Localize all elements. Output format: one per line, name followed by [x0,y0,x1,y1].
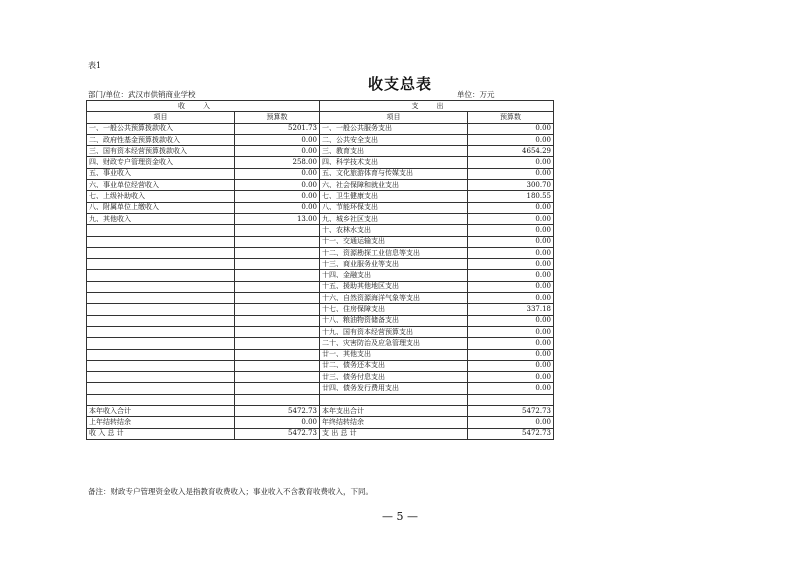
income-amount-cell [235,383,320,394]
section-header-row [87,101,554,112]
table-row [87,394,554,405]
expense-amount-cell: 0.00 [468,372,554,383]
expense-amount-cell: 0.00 [468,225,554,236]
income-amount-cell [235,281,320,292]
expense-item-cell: 廿三、债务付息支出 [320,372,468,383]
income-amount-cell: 0.00 [235,168,320,179]
income-budget-header: 预算数 [235,112,320,123]
table-row [87,326,554,337]
income-amount-cell: 0.00 [235,191,320,202]
expense-item-cell: 二、公共安全支出 [320,134,468,145]
expense-item-cell: 四、科学技术支出 [320,157,468,168]
income-amount-cell: 0.00 [235,134,320,145]
expense-amount-cell: 0.00 [468,259,554,270]
income-item-cell: 二、政府性基金预算拨款收入 [87,134,235,145]
income-item-cell: 九、其他收入 [87,213,235,224]
expense-amount-cell: 0.00 [468,383,554,394]
unit-label: 单位：万元 [457,90,495,99]
expense-amount-cell: 0.00 [468,134,554,145]
expense-item-cell: 十、农林水支出 [320,225,468,236]
table-row [87,315,554,326]
income-amount-cell [235,270,320,281]
expense-item-cell: 三、教育支出 [320,146,468,157]
expense-item-header: 项目 [320,112,468,123]
income-item-cell: 收 入 总 计 [87,428,235,439]
expense-item-cell: 十六、自然资源海洋气象等支出 [320,293,468,304]
income-item-cell: 六、事业单位经营收入 [87,180,235,191]
table-row [87,168,554,179]
page-number: — 5 — [382,510,418,523]
income-item-cell: 一、一般公共预算拨款收入 [87,123,235,134]
income-item-cell [87,326,235,337]
expense-amount-cell: 0.00 [468,417,554,428]
expense-item-cell: 十五、援助其他地区支出 [320,281,468,292]
income-amount-cell: 0.00 [235,417,320,428]
expense-amount-cell: 0.00 [468,293,554,304]
expense-amount-cell: 0.00 [468,236,554,247]
income-item-cell [87,236,235,247]
table-row [87,360,554,371]
department-label: 部门/单位：武汉市供销商业学校 [88,90,196,99]
table-row [87,293,554,304]
expense-amount-cell: 5472.73 [468,428,554,439]
income-item-cell [87,360,235,371]
income-item-cell: 本年收入合计 [87,406,235,417]
income-item-cell [87,293,235,304]
income-amount-cell [235,304,320,315]
table-row [87,247,554,258]
income-amount-cell [235,315,320,326]
expense-item-cell: 七、卫生健康支出 [320,191,468,202]
expense-amount-cell: 0.00 [468,349,554,360]
income-amount-cell [235,259,320,270]
expense-item-cell: 年终结转结余 [320,417,468,428]
expense-amount-cell: 337.18 [468,304,554,315]
table-row [87,417,554,428]
expense-amount-cell: 5472.73 [468,406,554,417]
table-row [87,146,554,157]
income-amount-cell [235,349,320,360]
income-item-cell [87,372,235,383]
income-amount-cell: 0.00 [235,146,320,157]
income-amount-cell [235,293,320,304]
expense-amount-cell: 0.00 [468,202,554,213]
expense-item-cell: 十八、粮油物资储备支出 [320,315,468,326]
expense-amount-cell: 0.00 [468,168,554,179]
expense-item-cell: 廿一、其他支出 [320,349,468,360]
footnote: 备注：财政专户管理资金收入是指教育收费收入；事业收入不含教育收费收入，下同。 [88,487,373,496]
income-item-cell [87,383,235,394]
expense-amount-cell: 0.00 [468,315,554,326]
income-amount-cell: 5472.73 [235,406,320,417]
income-item-cell [87,338,235,349]
table-row [87,134,554,145]
income-amount-cell: 258.00 [235,157,320,168]
table-row [87,157,554,168]
income-amount-cell [235,326,320,337]
expense-item-cell [320,394,468,405]
table-row [87,372,554,383]
expense-item-cell: 一、一般公共服务支出 [320,123,468,134]
table-row [87,383,554,394]
budget-summary-table [86,100,554,440]
table-row [87,338,554,349]
table-row [87,349,554,360]
income-amount-cell: 13.00 [235,213,320,224]
income-item-cell: 七、上级补助收入 [87,191,235,202]
expense-item-cell: 十九、国有资本经营预算支出 [320,326,468,337]
expense-item-cell: 五、文化旅游体育与传媒支出 [320,168,468,179]
table-row [87,202,554,213]
table-row [87,428,554,439]
page-title: 收支总表 [367,75,432,93]
expense-item-cell: 廿四、债务发行费用支出 [320,383,468,394]
expense-item-cell: 九、城乡社区支出 [320,213,468,224]
income-item-cell: 八、附属单位上缴收入 [87,202,235,213]
income-item-cell [87,304,235,315]
table-row [87,213,554,224]
expense-amount-cell: 0.00 [468,281,554,292]
expense-amount-cell: 0.00 [468,360,554,371]
column-header-row [87,112,554,123]
table-row [87,406,554,417]
expense-budget-header: 预算数 [468,112,554,123]
table-row [87,281,554,292]
expense-item-cell: 八、节能环保支出 [320,202,468,213]
income-amount-cell [235,236,320,247]
expense-item-cell: 十四、金融支出 [320,270,468,281]
income-amount-cell [235,372,320,383]
expense-item-cell: 十三、商业服务业等支出 [320,259,468,270]
income-item-cell [87,259,235,270]
table-row [87,304,554,315]
expense-item-cell: 廿二、债务还本支出 [320,360,468,371]
income-amount-cell: 0.00 [235,202,320,213]
expense-amount-cell: 0.00 [468,326,554,337]
income-item-cell: 四、财政专户管理资金收入 [87,157,235,168]
expense-amount-cell [468,394,554,405]
income-item-cell [87,281,235,292]
expense-amount-cell: 0.00 [468,123,554,134]
income-item-cell [87,315,235,326]
expense-amount-cell: 300.70 [468,180,554,191]
expense-item-cell: 二十、灾害防治及应急管理支出 [320,338,468,349]
income-amount-cell [235,338,320,349]
income-item-header: 项目 [87,112,235,123]
income-item-cell: 上年结转结余 [87,417,235,428]
table-label: 表1 [88,61,102,70]
income-amount-cell [235,360,320,371]
income-amount-cell: 5472.73 [235,428,320,439]
table-row [87,191,554,202]
income-item-cell [87,247,235,258]
income-item-cell [87,394,235,405]
table-row [87,236,554,247]
table-row [87,259,554,270]
expense-amount-cell: 180.55 [468,191,554,202]
expense-section-header: 支出 [320,101,554,112]
income-item-cell [87,349,235,360]
expense-item-cell: 十一、交通运输支出 [320,236,468,247]
expense-item-cell: 十二、资源勘探工业信息等支出 [320,247,468,258]
income-amount-cell: 0.00 [235,180,320,191]
income-amount-cell [235,247,320,258]
expense-item-cell: 本年支出合计 [320,406,468,417]
expense-amount-cell: 0.00 [468,213,554,224]
expense-item-cell: 十七、住房保障支出 [320,304,468,315]
income-amount-cell [235,225,320,236]
table-row [87,123,554,134]
income-amount-cell: 5201.73 [235,123,320,134]
expense-amount-cell: 0.00 [468,247,554,258]
table-row [87,180,554,191]
expense-amount-cell: 0.00 [468,157,554,168]
table-row [87,270,554,281]
table-row [87,225,554,236]
income-amount-cell [235,394,320,405]
income-item-cell [87,225,235,236]
expense-amount-cell: 0.00 [468,338,554,349]
expense-amount-cell: 0.00 [468,270,554,281]
expense-item-cell: 六、社会保障和就业支出 [320,180,468,191]
income-item-cell: 五、事业收入 [87,168,235,179]
income-item-cell [87,270,235,281]
expense-amount-cell: 4654.29 [468,146,554,157]
income-item-cell: 三、国有资本经营预算拨款收入 [87,146,235,157]
expense-item-cell: 支 出 总 计 [320,428,468,439]
income-section-header: 收入 [87,101,320,112]
